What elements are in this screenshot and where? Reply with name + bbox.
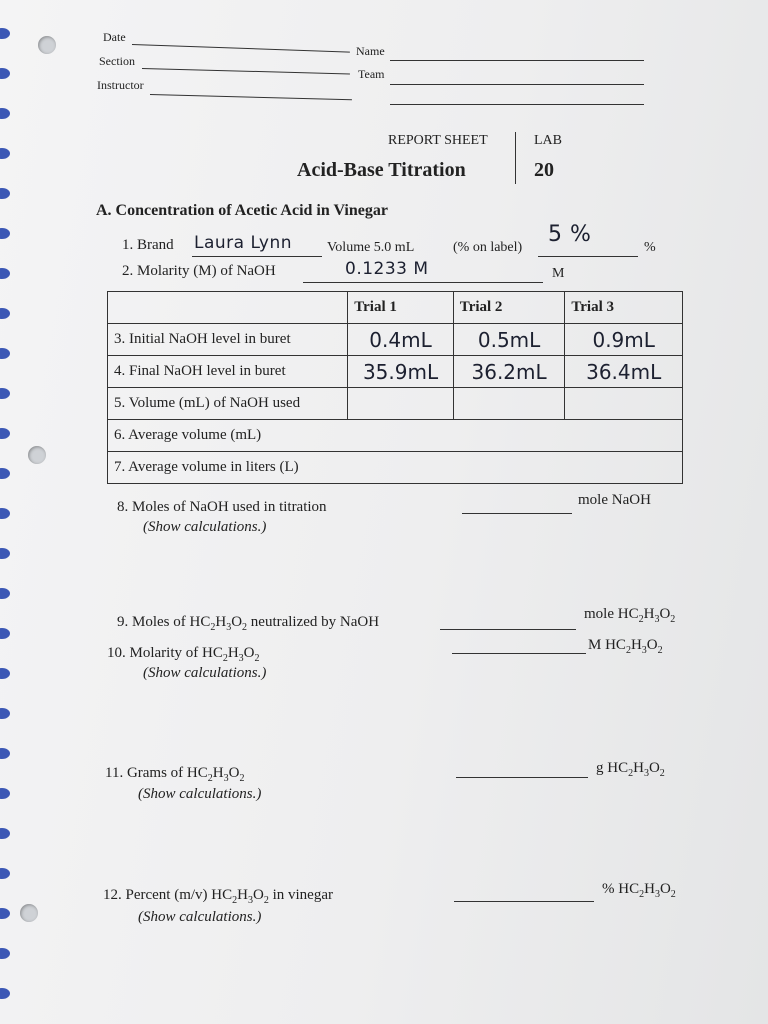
row-label: 4. Final NaOH level in buret — [108, 356, 348, 388]
section-line — [142, 68, 350, 74]
binder-ring — [0, 748, 10, 759]
q8-answer-line — [462, 513, 572, 514]
binder-ring — [0, 348, 10, 359]
binder-ring — [0, 548, 10, 559]
binder-ring — [0, 588, 10, 599]
name-label: Name — [356, 44, 385, 58]
trial-value — [453, 388, 565, 420]
on-label-text: (% on label) — [453, 240, 523, 255]
trials-table — [107, 291, 683, 484]
binder-ring — [0, 108, 10, 119]
team-line-2 — [390, 104, 644, 105]
instructor-label: Instructor — [97, 78, 144, 92]
binder-ring — [0, 268, 10, 279]
trial-value: 36.4mL — [565, 356, 683, 388]
table-header-trial: Trial 1 — [348, 292, 454, 324]
q12-unit: % $HC_2H_3O_2$ — [602, 881, 676, 900]
show-calculations: (Show calculations.) — [138, 786, 262, 802]
binder-ring — [0, 868, 10, 879]
q10-label: 10. Molarity of $HC_2H_3O_2$ — [107, 645, 260, 664]
team-label: Team — [358, 67, 385, 81]
binder-ring — [0, 308, 10, 319]
show-calculations: (Show calculations.) — [143, 519, 267, 535]
binder-ring — [0, 228, 10, 239]
q11-label: 11. Grams of $HC_2H_3O_2$ — [105, 765, 245, 784]
binder-ring — [0, 508, 10, 519]
lab-number: 20 — [534, 159, 554, 181]
binder-ring — [0, 68, 10, 79]
show-calculations: (Show calculations.) — [138, 909, 262, 925]
section-a-heading: A. Concentration of Acetic Acid in Vinegar — [96, 202, 388, 219]
row-label: 7. Average volume in liters (L) — [108, 452, 683, 484]
binder-ring — [0, 788, 10, 799]
q1-label: 1. Brand — [122, 237, 174, 253]
table-header-row — [108, 292, 683, 324]
trial-value: 0.9mL — [565, 324, 683, 356]
table-row — [108, 324, 683, 356]
trial-value — [348, 388, 454, 420]
q10-answer-line — [452, 653, 586, 654]
table-row — [108, 388, 683, 420]
binder-ring — [0, 988, 10, 999]
binder-ring — [0, 428, 10, 439]
brand-line — [192, 256, 322, 257]
binder-ring — [0, 908, 10, 919]
lab-label: LAB — [534, 133, 562, 148]
punch-hole — [38, 36, 56, 54]
page-title: Acid-Base Titration — [297, 159, 466, 181]
team-line — [390, 84, 644, 85]
trial-value: 36.2mL — [453, 356, 565, 388]
binder-ring — [0, 468, 10, 479]
table-row — [108, 420, 683, 452]
table-header-blank — [108, 292, 348, 324]
trial-value: 0.4mL — [348, 324, 454, 356]
q11-answer-line — [456, 777, 588, 778]
q12-answer-line — [454, 901, 594, 902]
molarity-value: 0.1233 M — [345, 259, 429, 279]
row-label: 3. Initial NaOH level in buret — [108, 324, 348, 356]
binder-ring — [0, 948, 10, 959]
date-line — [132, 44, 350, 53]
q10-unit: M $HC_2H_3O_2$ — [588, 637, 663, 656]
punch-hole — [20, 904, 38, 922]
binder-ring — [0, 188, 10, 199]
row-label: 5. Volume (mL) of NaOH used — [108, 388, 348, 420]
brand-value: Laura Lynn — [194, 233, 292, 253]
binder-ring — [0, 388, 10, 399]
trial-value: 0.5mL — [453, 324, 565, 356]
table-header-trial: Trial 3 — [565, 292, 683, 324]
binder-ring — [0, 668, 10, 679]
q11-unit: g $HC_2H_3O_2$ — [596, 760, 665, 779]
molarity-line — [303, 282, 543, 283]
percent-line — [538, 256, 638, 257]
row-label: 6. Average volume (mL) — [108, 420, 683, 452]
trial-value — [565, 388, 683, 420]
q9-unit: mole $HC_2H_3O_2$ — [584, 606, 676, 625]
table-row — [108, 356, 683, 388]
binder-ring — [0, 708, 10, 719]
table-row — [108, 452, 683, 484]
binder-ring — [0, 148, 10, 159]
report-sheet-label: REPORT SHEET — [388, 133, 488, 148]
binder-ring — [0, 28, 10, 39]
molarity-unit: M — [552, 266, 565, 281]
q8-label: 8. Moles of NaOH used in titration — [117, 499, 327, 515]
instructor-line — [150, 94, 352, 100]
q12-label: 12. Percent (m/v) $HC_2H_3O_2$ in vinegar — [103, 887, 333, 906]
show-calculations: (Show calculations.) — [143, 665, 267, 681]
name-line — [390, 60, 644, 61]
q2-label: 2. Molarity (M) of NaOH — [122, 263, 276, 279]
percent-value: 5 % — [548, 222, 592, 247]
binder-ring — [0, 628, 10, 639]
volume-label: Volume 5.0 mL — [327, 240, 415, 255]
q8-unit: mole NaOH — [578, 492, 651, 508]
title-divider — [515, 132, 516, 184]
percent-unit: % — [644, 240, 656, 255]
section-label: Section — [99, 54, 135, 68]
q9-answer-line — [440, 629, 576, 630]
binder-ring — [0, 828, 10, 839]
table-header-trial: Trial 2 — [453, 292, 565, 324]
q9-label: 9. Moles of $HC_2H_3O_2$ neutralized by NaOH — [117, 614, 380, 633]
date-label: Date — [103, 30, 126, 44]
punch-hole — [28, 446, 46, 464]
trial-value: 35.9mL — [348, 356, 454, 388]
